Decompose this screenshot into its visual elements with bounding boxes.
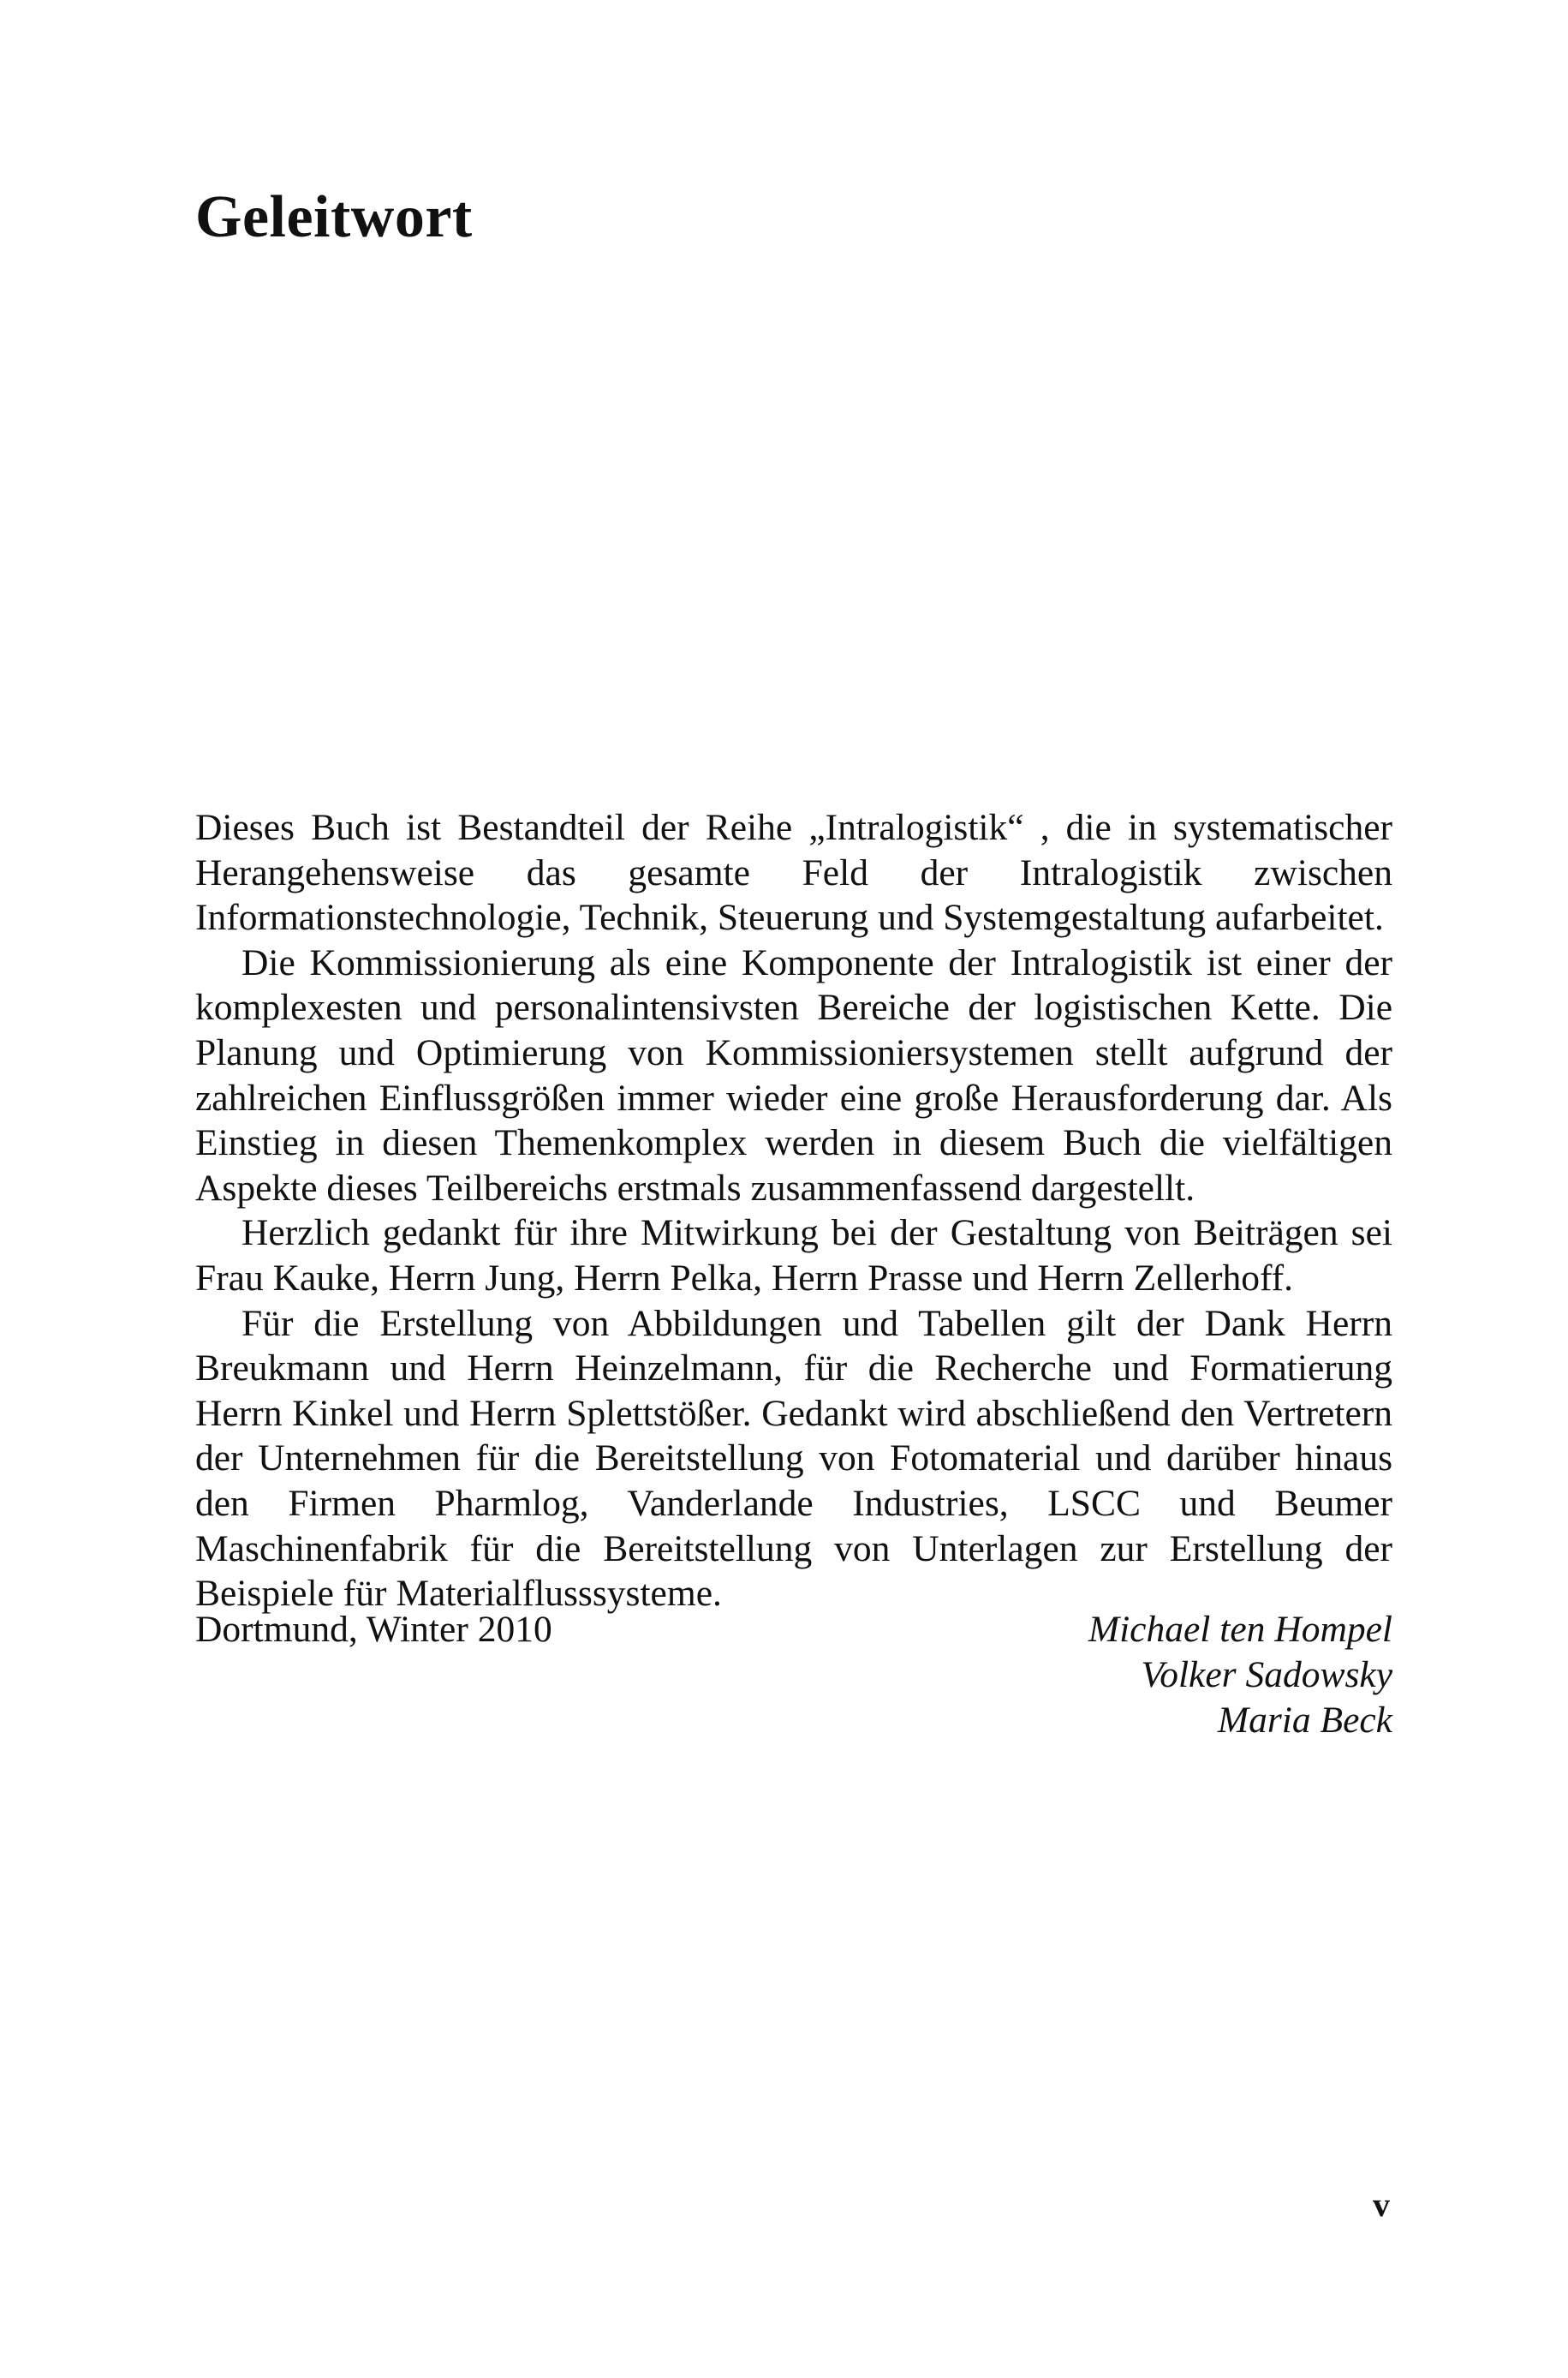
page-title: Geleitwort [195, 184, 473, 250]
paragraph: Für die Erstellung von Abbildungen und Tabellen gilt der Dank Herrn Breukmann und Herrn Heinzelmann, für die Recherche und Formatierung Herrn Kinkel und Herrn Splettstößer. Gedankt wird abschließend den Vertretern der Unternehmen für die Bereitstellung von Fotomaterial und darüber hinaus den Firmen Pharmlog, Vanderlande Industries, LSCC und Beumer Maschinenfabrik für die Bereitstellung von Unterlagen zur Erstellung der Beispiele für Materialflusssysteme. [195, 1302, 1392, 1615]
paragraph: Herzlich gedankt für ihre Mitwirkung bei der Gestaltung von Beiträgen sei Frau Kauke, Herrn Jung, Herrn Pelka, Herrn Prasse und Herrn Zellerhoff. [195, 1212, 1392, 1299]
author-name: Volker Sadowsky [1141, 1654, 1392, 1695]
foreword-body [195, 805, 1392, 1616]
paragraph: Dieses Buch ist Bestandteil der Reihe „Intralogistik“ , die in systematischer Herangehensweise das gesamte Feld der Intralogistik zwischen Informationstechnologie, Technik, Steuerung und Systemgestaltung aufarbeitet. [195, 807, 1392, 939]
author-list [1088, 1607, 1392, 1743]
page-number: v [1373, 2185, 1390, 2224]
author-name: Maria Beck [1217, 1700, 1392, 1741]
place-date: Dortmund, Winter 2010 [195, 1609, 552, 1650]
paragraph: Die Kommissionierung als eine Komponente der Intralogistik ist einer der komplexesten und personalintensivsten Bereiche der logistischen Kette. Die Planung und Optimierung von Kommissioniersystemen stellt aufgrund der zahlreichen Einflussgrößen immer wieder eine große Herausforderung dar. Als Einstieg in diesen Themenkomplex werden in diesem Buch die vielfältigen Aspekte dieses Teilbereichs erstmals zusammenfassend dargestellt. [195, 941, 1392, 1209]
author-name: Michael ten Hompel [1088, 1609, 1392, 1650]
